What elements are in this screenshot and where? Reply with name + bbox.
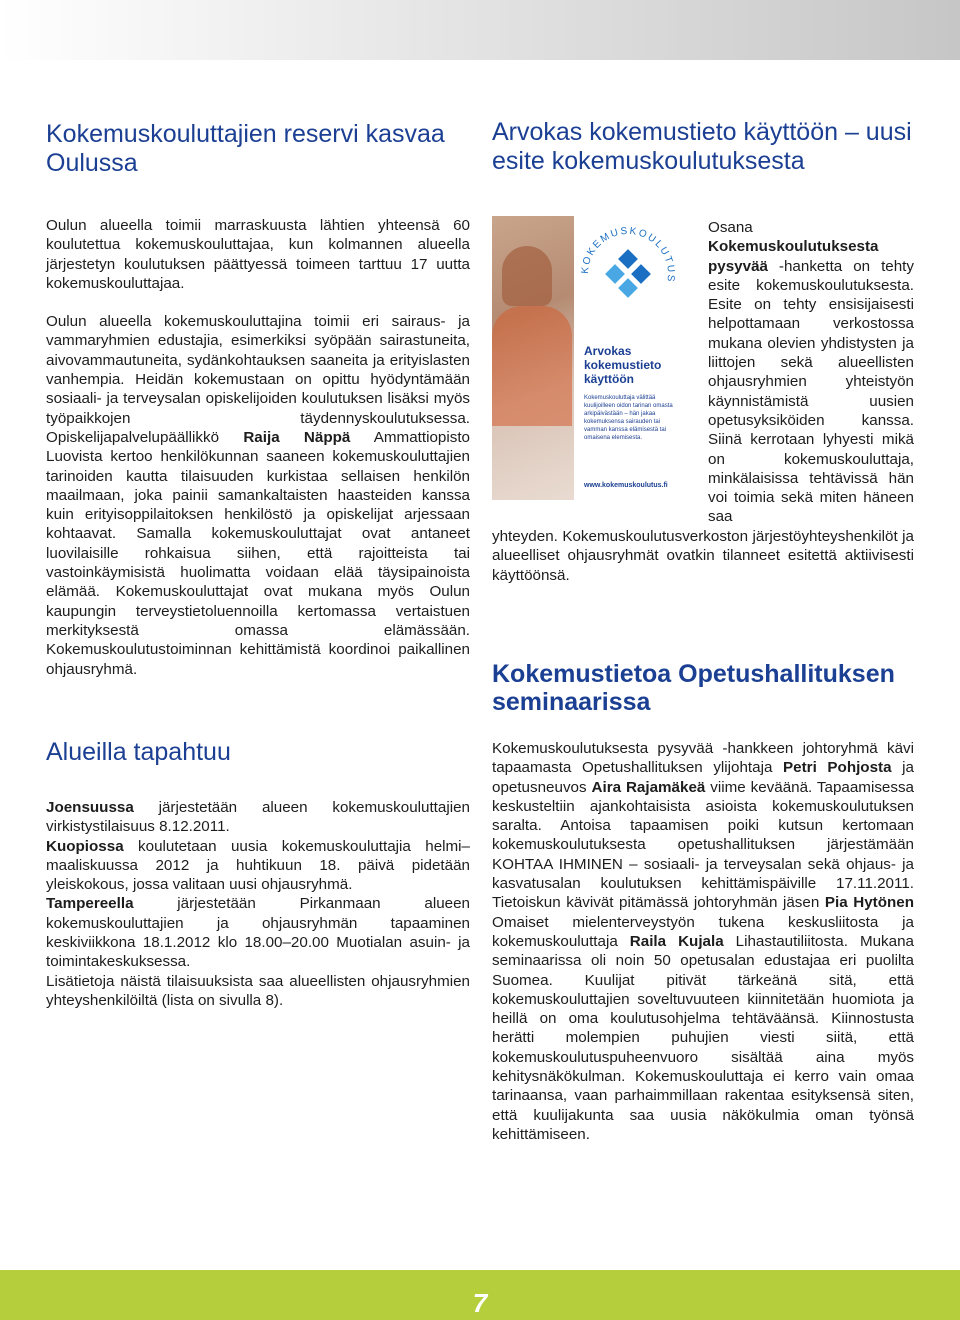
article-heading-reservi: Kokemuskouluttajien reservi kasvaa Oulussa bbox=[46, 120, 445, 177]
events-list bbox=[46, 798, 470, 1010]
text-span: Lihastautiliitosta. Mukana seminaarissa oli noin 50 opetusalan edustajaa eri puolilta Suomea. Kuulijat pitivät tärkeänä sitä, että kokemuskouluttajien soveltuvuuteen kiinnitetään huomiota ja heillä on oma koulutusohjelma tehtäväänsä. Kiinnostusta herätti molempien puhujien viesti siitä, että kokemuskoulutuspuheenvuoro sisältää aina myös kehitysnäkökulman. Kokemuskouluttaja ei kerro vain omaa tarinaansa, vaan parhaimmillaan rakentaa esityksensä siten, että kuulijakunta saa uusia näkökulmia oman työnsä kehittämiseen. bbox=[492, 932, 914, 1143]
article-body-reservi bbox=[46, 216, 470, 679]
event-more-info: Lisätietoja näistä tilaisuuksista saa alueellisten ohjausryhmien yhteyshenkilöiltä (lista on sivulla 8). bbox=[46, 972, 470, 1009]
article-body-seminar bbox=[492, 739, 914, 1144]
text-span: Oulun alueella kokemuskouluttajina toimii eri sairaus- ja vammaryhmien edustajia, esimerkiksi syöpään sairastuneita, aivovammautuneita, sydänkohtauksen saaneita ja erityislasten vanhempia. Heidän kokemustaan on opittu hyödyntämään sosiaali- ja terveysalan opiskelijoiden koulutuksen lisäksi myös työpaikkojen täydennyskoulutuksessa. Opiskelijapalvelupäällikkö bbox=[46, 313, 470, 446]
article-body-esite-continued: yhteyden. Kokemuskoulutusverkoston järjestöyhteyshenkilöt ja alueelliset ohjausryhmät ovatkin tilanneet esitettä aktiivisesti käyttöönsä. bbox=[492, 528, 914, 584]
events-heading: Alueilla tapahtuu bbox=[46, 738, 231, 766]
text-span: Osana bbox=[708, 219, 753, 236]
event-place: Kuopiossa bbox=[46, 837, 124, 855]
brochure-title: Arvokas kokemustieto käyttöön bbox=[584, 344, 662, 386]
event-place: Joensuussa bbox=[46, 799, 134, 816]
text-span: Kokemuskoulutuksesta pysyvää -hankkeen johtoryhmä kävi tapaamasta Opetushallituksen ylijohtaja bbox=[492, 740, 914, 777]
text-span: ja opetusneuvos bbox=[492, 759, 914, 796]
event-item bbox=[46, 798, 470, 837]
text-span: viime keväänä. Tapaamisessa keskusteltiin ajankohtaisista asioista kokemuskoulutuksen saralta. Antoisa tapaamisen poiki kutsun kertomaan kokemuskoulutuksesta opetushallituksen järjestämään KOHTAA IHMINEN – sosiaali- ja terveysalan sekä ohjaus- ja kasvatusalan koulutuksen kehittämispäiville 17.11.2011. Tietoiskun kävivät pitämässä johtoryhmän jäsen bbox=[492, 778, 914, 912]
brochure-description: Kokemuskouluttaja välittää kuulijoilleen oidon tarinan omasta arkipäivästään – hän jakaa kokemuksensa sairauden tai vamman kanssa elämisestä tai omaisena elemisesta. bbox=[584, 395, 673, 441]
text-span: -hanketta on tehty esite kokemuskoulutuksesta. Esite on tehty ensisijaisesti helpottamaan verkostossa mukana olevien yhdistysten ja liittojen sekä alueellisten ohjausryhmien yhteistyön käynnistämistä uusien opetusyksiköiden kanssa. Siinä kerrotaan lyhyesti mikä on kokemuskouluttaja, minkälaisissa tehtävissä hän voi toimia sekä miten häneen saa bbox=[708, 257, 914, 526]
paragraph-main bbox=[46, 312, 470, 679]
event-text: koulutetaan uusia kokemuskouluttajia helmi–maaliskuussa 2012 ja huhtikuun 18. päivä pidetään yleiskokous, jossa valitaan uusi ohjausryhmä. bbox=[46, 837, 470, 894]
text-span: Ammattiopisto Luovista kertoo henkilökunnan saaneen kokemuskouluttajien tarinoiden kautta tilaisuuden kurkistaa sellaisen henkilön maailmaan, joka painii samankaltaisten haasteiden kanssa kuin erityisoppilaitoksen henkilöstö ja opiskelijat arjessaan kohtaavat. Samalla kokemuskouluttajat ovat antaneet luovilaisille rohkaisua siihen, että rajoitteista tai vastoinkäymisistä huolimatta voidaan elää täysipainoista elämää. Kokemuskouluttajat ovat mukana myös Oulun kaupungin terveystietoluennoilla kertomassa vertaistuen merkityksestä omassa elämässään. Kokemuskoulutustoiminnan kehittämistä koordinoi paikallinen ohjausryhmä. bbox=[46, 428, 470, 678]
project-name: Kokemuskoulutuksesta pysyvää bbox=[708, 238, 879, 275]
text-span: Omaiset mielenterveystyön tukena keskusliitosta ja kokemuskouluttaja bbox=[492, 913, 914, 950]
person-name: Aira Rajamäkeä bbox=[591, 778, 706, 796]
brochure-image bbox=[492, 216, 688, 500]
photo-person-body bbox=[492, 306, 572, 426]
article-heading-esite: Arvokas kokemustieto käyttöön – uusi esite kokemuskoulutuksesta bbox=[492, 118, 912, 175]
article-body-esite bbox=[708, 218, 914, 527]
photo-person-head bbox=[502, 246, 552, 306]
logo-ring-text: KOKEMUSKOULUTUS bbox=[579, 225, 677, 284]
person-name: Raila Kujala bbox=[629, 932, 724, 950]
page-number: 7 bbox=[472, 1288, 488, 1318]
person-name: Raija Näppä bbox=[243, 428, 351, 446]
brochure-url: www.kokemuskoulutus.fi bbox=[584, 482, 668, 489]
kokemuskoulutus-logo-icon bbox=[578, 224, 678, 324]
event-item bbox=[46, 837, 470, 895]
top-gradient-band bbox=[0, 0, 960, 60]
event-text: järjestetään Pirkanmaan alueen kokemuskouluttajien ja ohjausryhmän tapaaminen keskiviikkona 18.1.2012 klo 18.00–20.00 Muotialan asuin- ja toimintakeskuksessa. bbox=[46, 895, 470, 971]
person-name: Petri Pohjosta bbox=[783, 759, 892, 777]
paragraph-intro: Oulun alueella toimii marraskuusta lähtien yhteensä 60 koulutettua kokemuskouluttajaa, kun kolmannen alueella järjestetyn koulutuksen päättyessä toimeen tarttuu 17 uutta kokemuskouluttajaa. bbox=[46, 217, 470, 292]
event-text: järjestetään alueen kokemuskouluttajien virkistystilaisuus 8.12.2011. bbox=[46, 799, 470, 836]
event-item bbox=[46, 894, 470, 971]
seminar-heading: Kokemustietoa Opetushallituksen seminaarissa bbox=[492, 660, 895, 716]
event-place: Tampereella bbox=[46, 895, 134, 913]
person-name: Pia Hytönen bbox=[824, 894, 914, 912]
